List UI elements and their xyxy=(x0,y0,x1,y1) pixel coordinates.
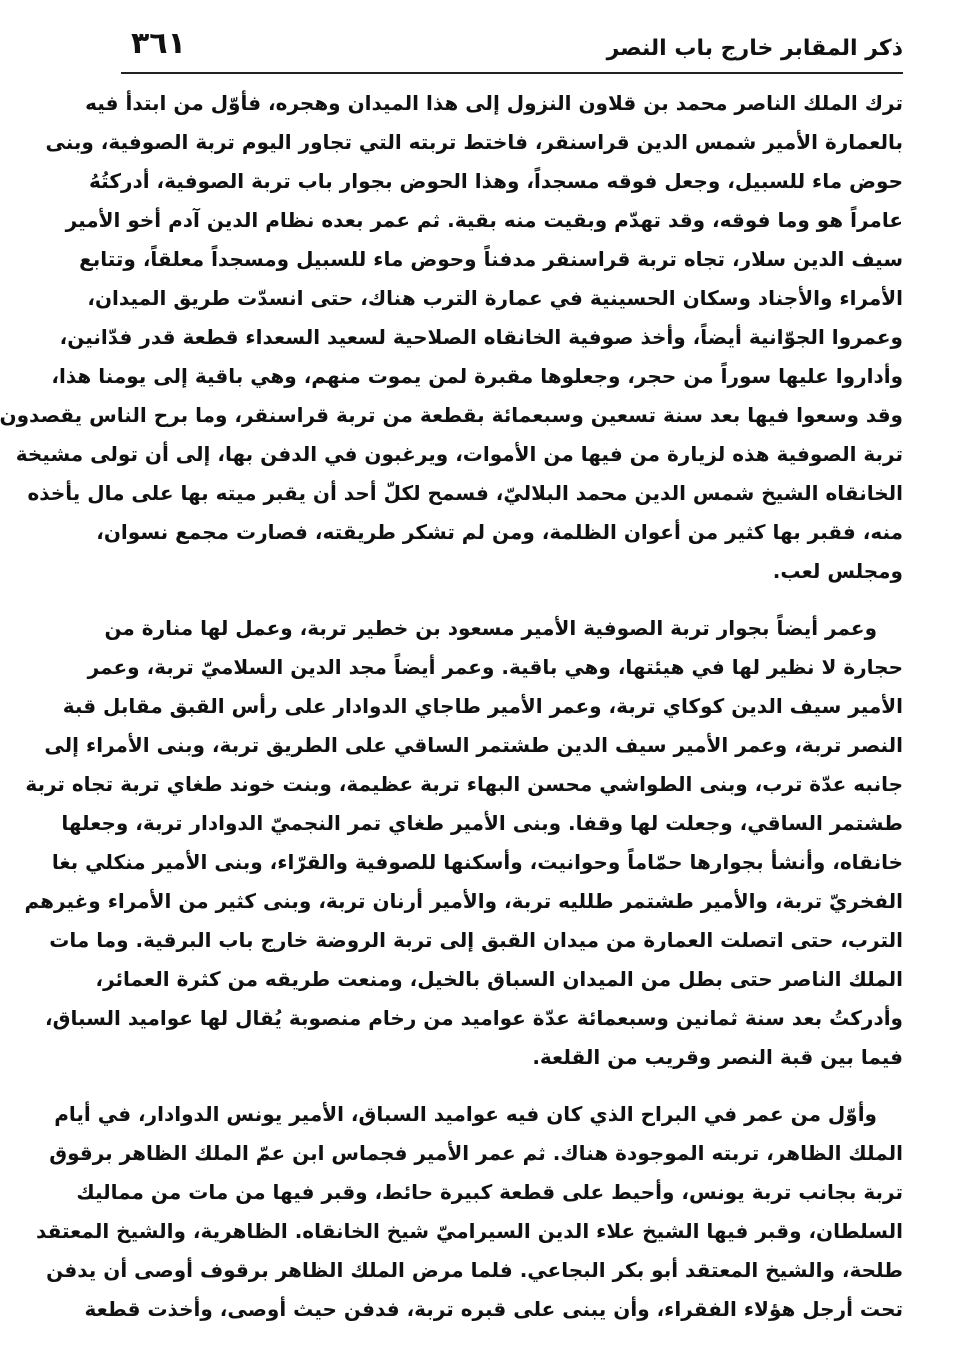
text-line: الأمير سيف الدين كوكاي تربة، وعمر الأمير طاجاي الدوادار على رأس القبق مقابل قبة xyxy=(62,694,903,718)
text-line: الخانقاه الشيخ شمس الدين محمد البلاليّ، فسمح لكلّ أحد أن يقبر ميته بها على مال يأخذه xyxy=(27,481,903,505)
text-line-first: وعمر أيضاً بجوار تربة الصوفية الأمير مسعود بن خطير تربة، وعمل لها منارة من xyxy=(104,616,877,640)
text-line: تربة الصوفية هذه لزيارة من فيها من الأموات، ويرغبون في الدفن بها، إلى أن تولى مشيخة xyxy=(15,442,903,466)
text-line: جانبه عدّة ترب، وبنى الطواشي محسن البهاء تربة عظيمة، وبنت خوند طغاي تربة تجاه تربة xyxy=(25,772,903,796)
page-number: ٣٦١ xyxy=(131,26,186,61)
paragraph-2 xyxy=(24,609,903,1077)
paragraph-3 xyxy=(36,1095,903,1329)
text-line: وأدركتُ بعد سنة ثمانين وسبعمائة عدّة عواميد من رخام منصوبة يُقال لها عواميد السباق، xyxy=(44,1006,903,1030)
text-line: الترب، حتى اتصلت العمارة من ميدان القبق إلى تربة الروضة خارج باب البرقية. وما مات xyxy=(49,928,903,952)
text-line: منه، فقبر بها كثير من أعوان الظلمة، ومن لم تشكر طريقته، فصارت مجمع نسوان، xyxy=(96,520,903,544)
paragraph-1 xyxy=(0,84,903,591)
text-line: وقد وسعوا فيها بعد سنة تسعين وسبعمائة بقطعة من تربة قراسنقر، وما برح الناس يقصدون xyxy=(0,403,903,427)
text-line: الأمراء والأجناد وسكان الحسينية في عمارة الترب هناك، حتى انسدّت طريق الميدان، xyxy=(87,286,903,310)
text-line: ترك الملك الناصر محمد بن قلاون النزول إلى هذا الميدان وهجره، فأوّل من ابتدأ فيه xyxy=(85,91,903,115)
text-line: بالعمارة الأمير شمس الدين قراسنقر، فاختط تربته التي تجاور اليوم تربة الصوفية، وبنى xyxy=(45,130,903,154)
text-line: حجارة لا نظير لها في هيئتها، وهي باقية. وعمر أيضاً مجد الدين السلاميّ تربة، وعمر xyxy=(87,655,903,679)
text-line: النصر تربة، وعمر الأمير سيف الدين طشتمر الساقي على الطريق تربة، وبنى الأمراء إلى xyxy=(44,733,903,757)
text-line: عامراً هو وما فوقه، وقد تهدّم وبقيت منه بقية. ثم عمر بعده نظام الدين آدم أخو الأمير xyxy=(65,208,903,232)
running-title: ذكر المقابر خارج باب النصر xyxy=(606,36,903,61)
text-line: حوض ماء للسبيل، وجعل فوقه مسجداً، وهذا الحوض بجوار باب تربة الصوفية، أدركتُهُ xyxy=(89,169,903,193)
body-text xyxy=(0,84,903,1329)
text-line: الفخريّ تربة، والأمير طشتمر طلليه تربة، والأمير أرنان تربة، وبنى كثير من الأمراء وغيرهم xyxy=(24,889,903,913)
text-line: الملك الناصر حتى بطل من الميدان السباق بالخيل، ومنعت طريقه من كثرة العمائر، xyxy=(95,967,903,991)
text-line: السلطان، وقبر فيها الشيخ علاء الدين السيراميّ شيخ الخانقاه. الظاهرية، والشيخ المعتقد xyxy=(36,1219,903,1243)
page-header xyxy=(121,22,903,74)
text-line-last: فيما بين قبة النصر وقريب من القلعة. xyxy=(532,1045,903,1069)
text-line: وأداروا عليها سوراً من حجر، وجعلوها مقبرة لمن يموت منهم، وهي باقية إلى يومنا هذا، xyxy=(51,364,903,388)
text-line: طشتمر الساقي، وجعلت لها وقفا. وبنى الأمير طغاي تمر النجميّ الدوادار تربة، وجعلها xyxy=(61,811,903,835)
text-line: الملك الظاهر، تربته الموجودة هناك. ثم عمر الأمير فجماس ابن عمّ الملك الظاهر برقوق xyxy=(49,1141,903,1165)
text-line: خانقاه، وأنشأ بجوارها حمّاماً وحوانيت، وأسكنها للصوفية والقرّاء، وبنى الأمير منكلي بغا xyxy=(51,850,903,874)
text-line: طلحة، والشيخ المعتقد أبو بكر البجاعي. فلما مرض الملك الظاهر برقوف أوصى أن يدفن xyxy=(46,1258,903,1282)
text-line: سيف الدين سلار، تجاه تربة قراسنقر مدفناً وحوض ماء للسبيل ومسجداً معلقاً، وتتابع xyxy=(79,247,903,271)
text-line: وعمروا الجوّانية أيضاً، وأخذ صوفية الخانقاه الصلاحية لسعيد السعداء قطعة قدر فدّانين، xyxy=(59,325,903,349)
text-line-last: ومجلس لعب. xyxy=(772,559,903,583)
text-line: تحت أرجل هؤلاء الفقراء، وأن يبنى على قبره تربة، فدفن حيث أوصى، وأخذت قطعة xyxy=(84,1297,903,1321)
text-line: تربة بجانب تربة يونس، وأحيط على قطعة كبيرة حائط، وقبر فيها من مات من مماليك xyxy=(76,1180,903,1204)
text-line-first: وأوّل من عمر في البراح الذي كان فيه عواميد السباق، الأمير يونس الدوادار، في أيام xyxy=(54,1102,877,1126)
